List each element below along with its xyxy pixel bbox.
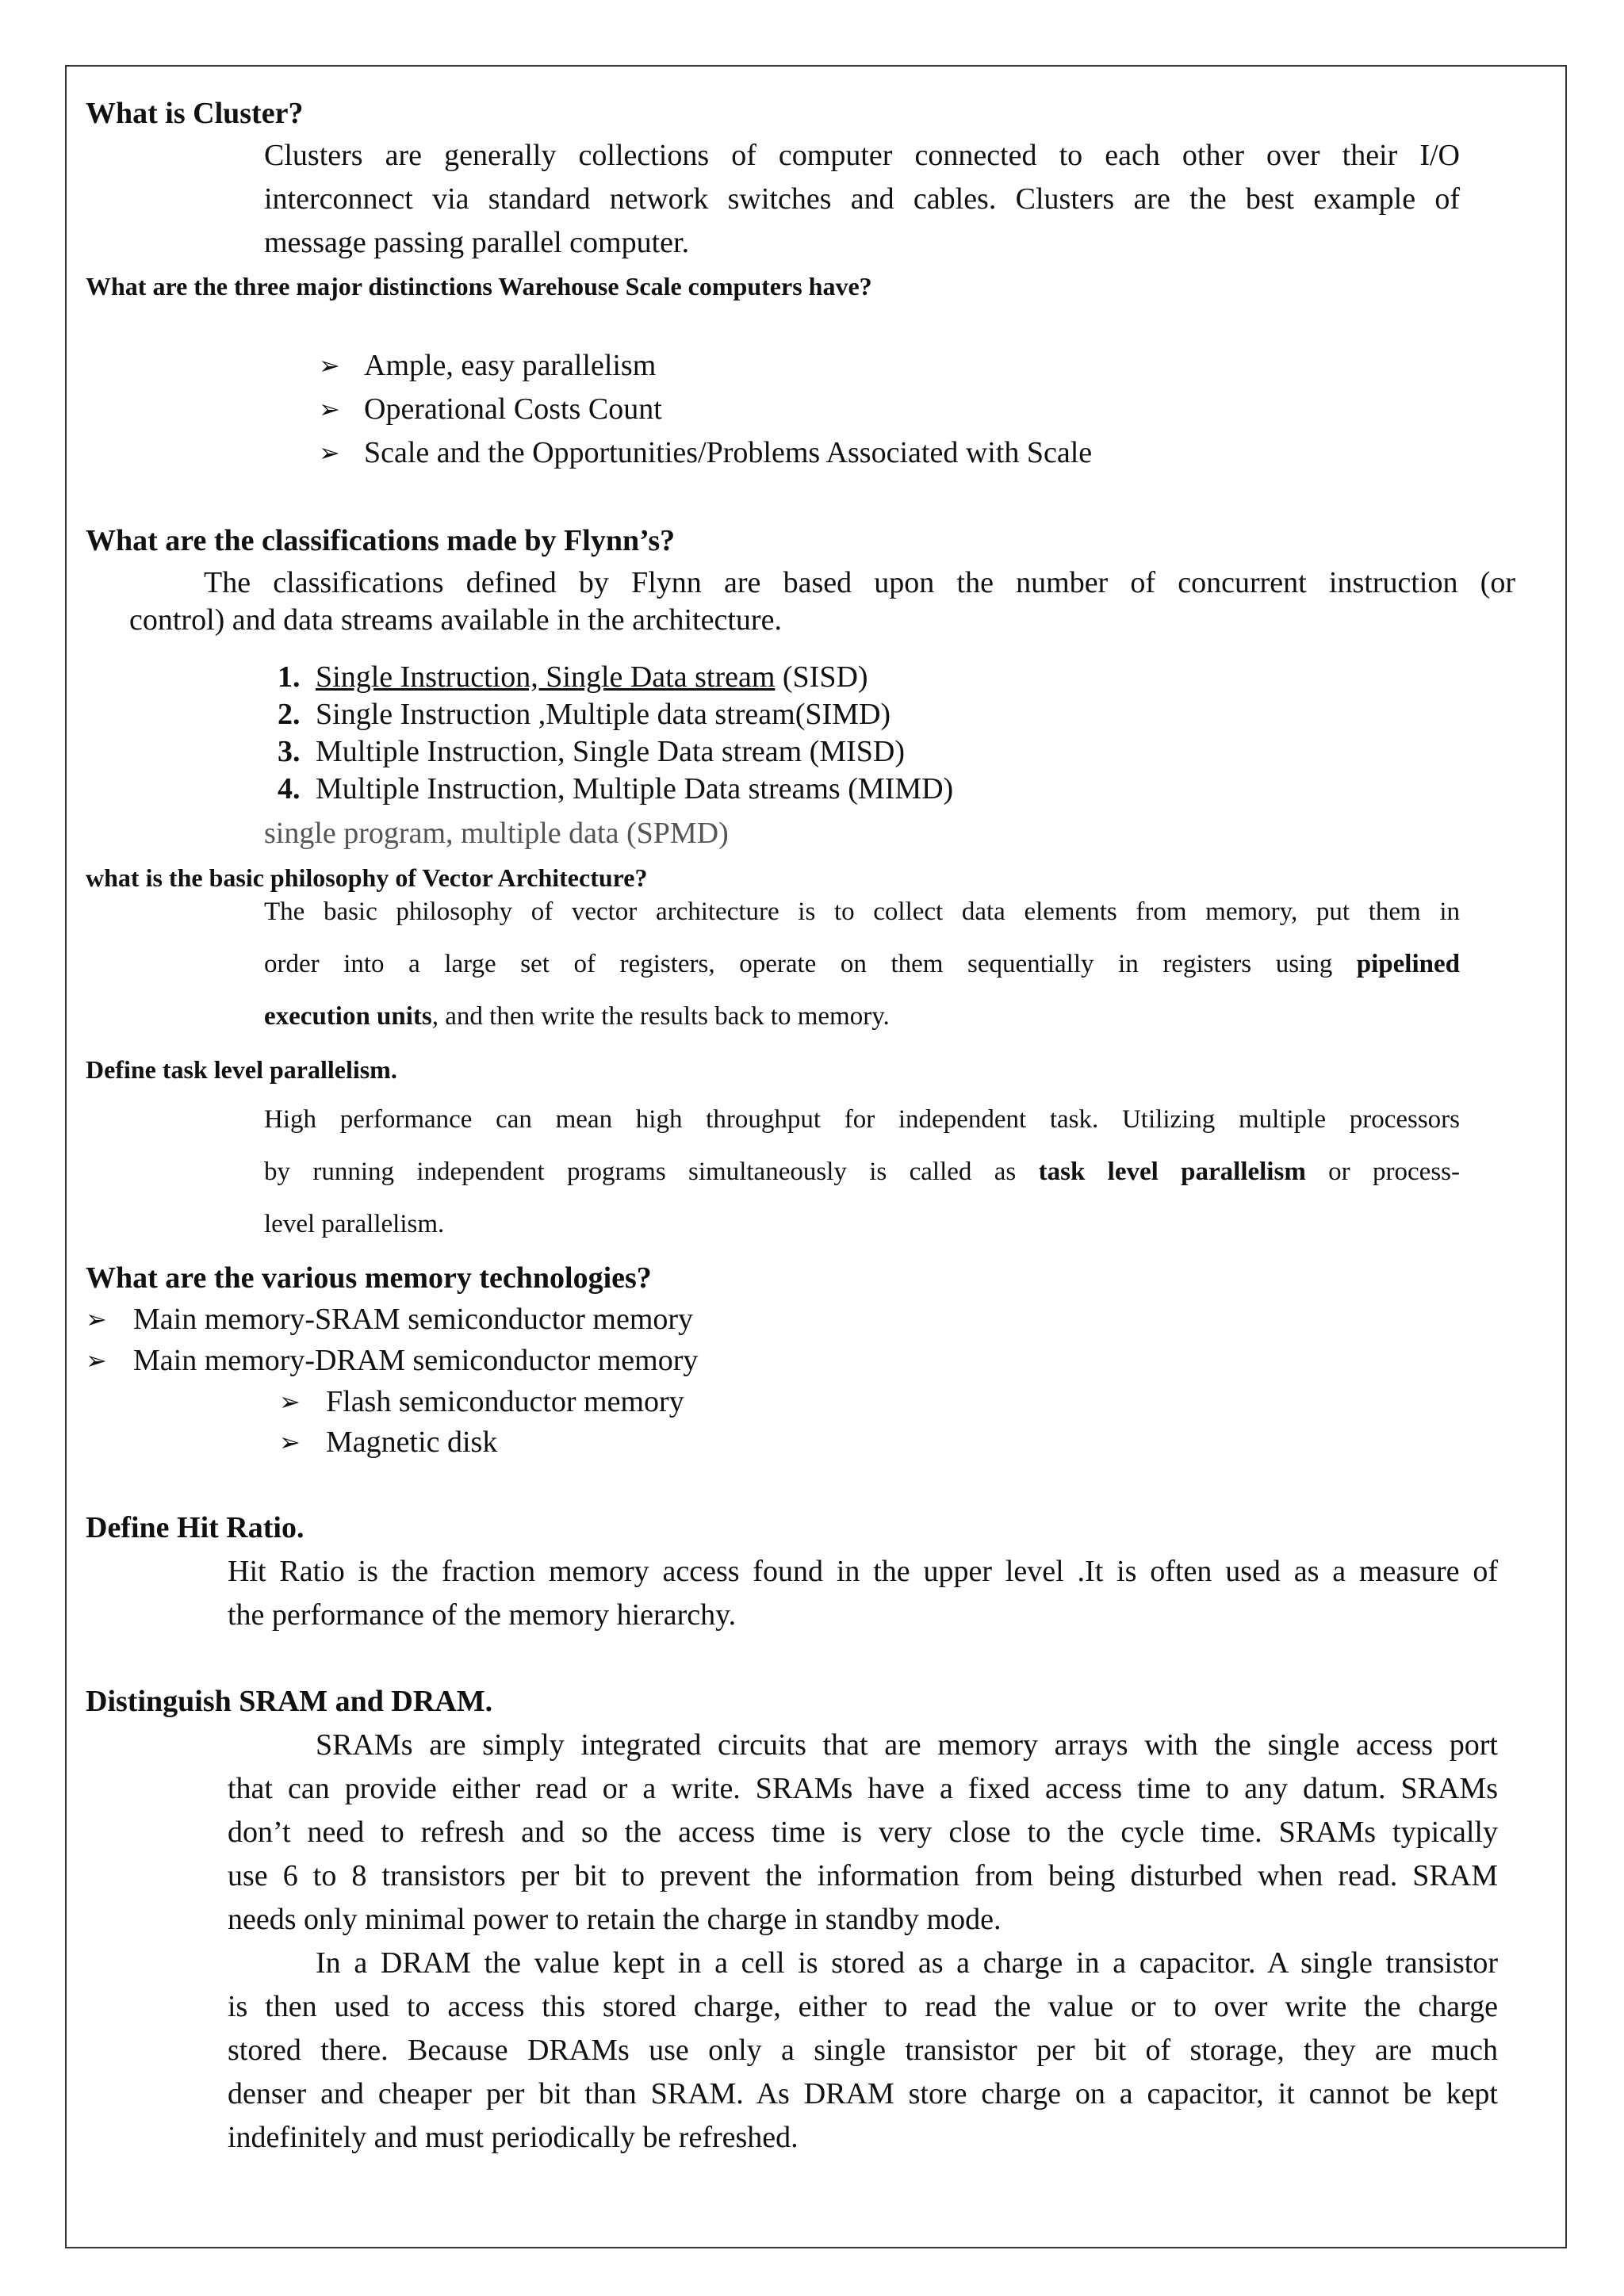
memory-item: Main memory-DRAM semiconductor memory: [133, 1344, 699, 1377]
dram-para-line: is then used to access this stored charge, either to read the value or to over write the charge: [228, 1990, 1498, 2023]
flynn-extra: single program, multiple data (SPMD): [264, 817, 729, 850]
wsc-item: Operational Costs Count: [364, 392, 662, 426]
flynn-intro-line: control) and data streams available in the architecture.: [129, 603, 782, 637]
memory-item: Flash semiconductor memory: [326, 1385, 684, 1418]
vector-answer-line: order into a large set of registers, operate on them sequentially in registers using pipelined: [264, 950, 1460, 978]
sram-para-line: don’t need to refresh and so the access time is very close to the cycle time. SRAMs typically: [228, 1816, 1498, 1849]
tlp-answer-line: level parallelism.: [264, 1210, 445, 1238]
arrow-bullet-icon: ➢: [319, 438, 340, 467]
wsc-item: Scale and the Opportunities/Problems Associated with Scale: [364, 436, 1093, 469]
hit-question: Define Hit Ratio.: [86, 1511, 304, 1544]
flynn-item-2: Single Instruction ,Multiple data stream(SIMD): [316, 698, 891, 731]
hit-answer-line: Hit Ratio is the fraction memory access found in the upper level .It is often used as a measure of: [228, 1555, 1498, 1588]
sram-para-line: SRAMs are simply integrated circuits that are memory arrays with the single access port: [316, 1728, 1498, 1762]
sram-para-line: use 6 to 8 transistors per bit to prevent the information from being disturbed when read. SRAM: [228, 1859, 1498, 1892]
dram-para-line: denser and cheaper per bit than SRAM. As DRAM store charge on a capacitor, it cannot be kept: [228, 2077, 1498, 2110]
cluster-answer-line: interconnect via standard network switches and cables. Clusters are the best example of: [264, 182, 1460, 216]
tlp-answer-line: High performance can mean high throughput for independent task. Utilizing multiple processors: [264, 1105, 1460, 1134]
cluster-answer-line: message passing parallel computer.: [264, 226, 690, 259]
arrow-bullet-icon: ➢: [279, 1387, 301, 1416]
arrow-bullet-icon: ➢: [86, 1305, 107, 1334]
wsc-item: Ample, easy parallelism: [364, 349, 657, 382]
memory-question: What are the various memory technologies?: [86, 1261, 652, 1295]
dram-para-line: In a DRAM the value kept in a cell is stored as a charge in a capacitor. A single transistor: [316, 1946, 1498, 1980]
vector-answer-line: execution units, and then write the results back to memory.: [264, 1002, 890, 1031]
cluster-answer-line: Clusters are generally collections of computer connected to each other over their I/O: [264, 139, 1460, 172]
vector-answer-line: The basic philosophy of vector architecture is to collect data elements from memory, put them in: [264, 897, 1460, 926]
tlp-answer-line: by running independent programs simultaneously is called as task level parallelism or process-: [264, 1158, 1460, 1186]
flynn-item-3: Multiple Instruction, Single Data stream (MISD): [316, 735, 905, 768]
arrow-bullet-icon: ➢: [86, 1346, 107, 1375]
sram-dram-question: Distinguish SRAM and DRAM.: [86, 1685, 493, 1718]
list-number: 2.: [278, 698, 301, 731]
tlp-question: Define task level parallelism.: [86, 1055, 397, 1084]
hit-answer-line: the performance of the memory hierarchy.: [228, 1598, 737, 1632]
memory-item: Magnetic disk: [326, 1425, 498, 1459]
flynn-item-1: Single Instruction, Single Data stream (SISD): [316, 660, 868, 694]
dram-para-line: indefinitely and must periodically be refreshed.: [228, 2121, 799, 2154]
sram-para-line: that can provide either read or a write. SRAMs have a fixed access time to any datum. SRAMs: [228, 1772, 1498, 1805]
flynn-item-4: Multiple Instruction, Multiple Data streams (MIMD): [316, 772, 954, 806]
wsc-question: What are the three major distinctions Warehouse Scale computers have?: [86, 272, 872, 300]
cluster-question: What is Cluster?: [86, 97, 304, 130]
list-number: 1.: [278, 660, 301, 694]
list-number: 4.: [278, 772, 301, 806]
memory-item: Main memory-SRAM semiconductor memory: [133, 1303, 694, 1336]
arrow-bullet-icon: ➢: [279, 1428, 301, 1456]
arrow-bullet-icon: ➢: [319, 395, 340, 423]
list-number: 3.: [278, 735, 301, 768]
flynn-question: What are the classifications made by Flynn’s?: [86, 524, 676, 557]
vector-question: what is the basic philosophy of Vector Architecture?: [86, 863, 648, 892]
sram-para-line: needs only minimal power to retain the charge in standby mode.: [228, 1903, 1002, 1936]
arrow-bullet-icon: ➢: [319, 351, 340, 380]
flynn-intro-line: The classifications defined by Flynn are based upon the number of concurrent instruction (or: [204, 566, 1515, 599]
dram-para-line: stored there. Because DRAMs use only a single transistor per bit of storage, they are much: [228, 2034, 1498, 2067]
